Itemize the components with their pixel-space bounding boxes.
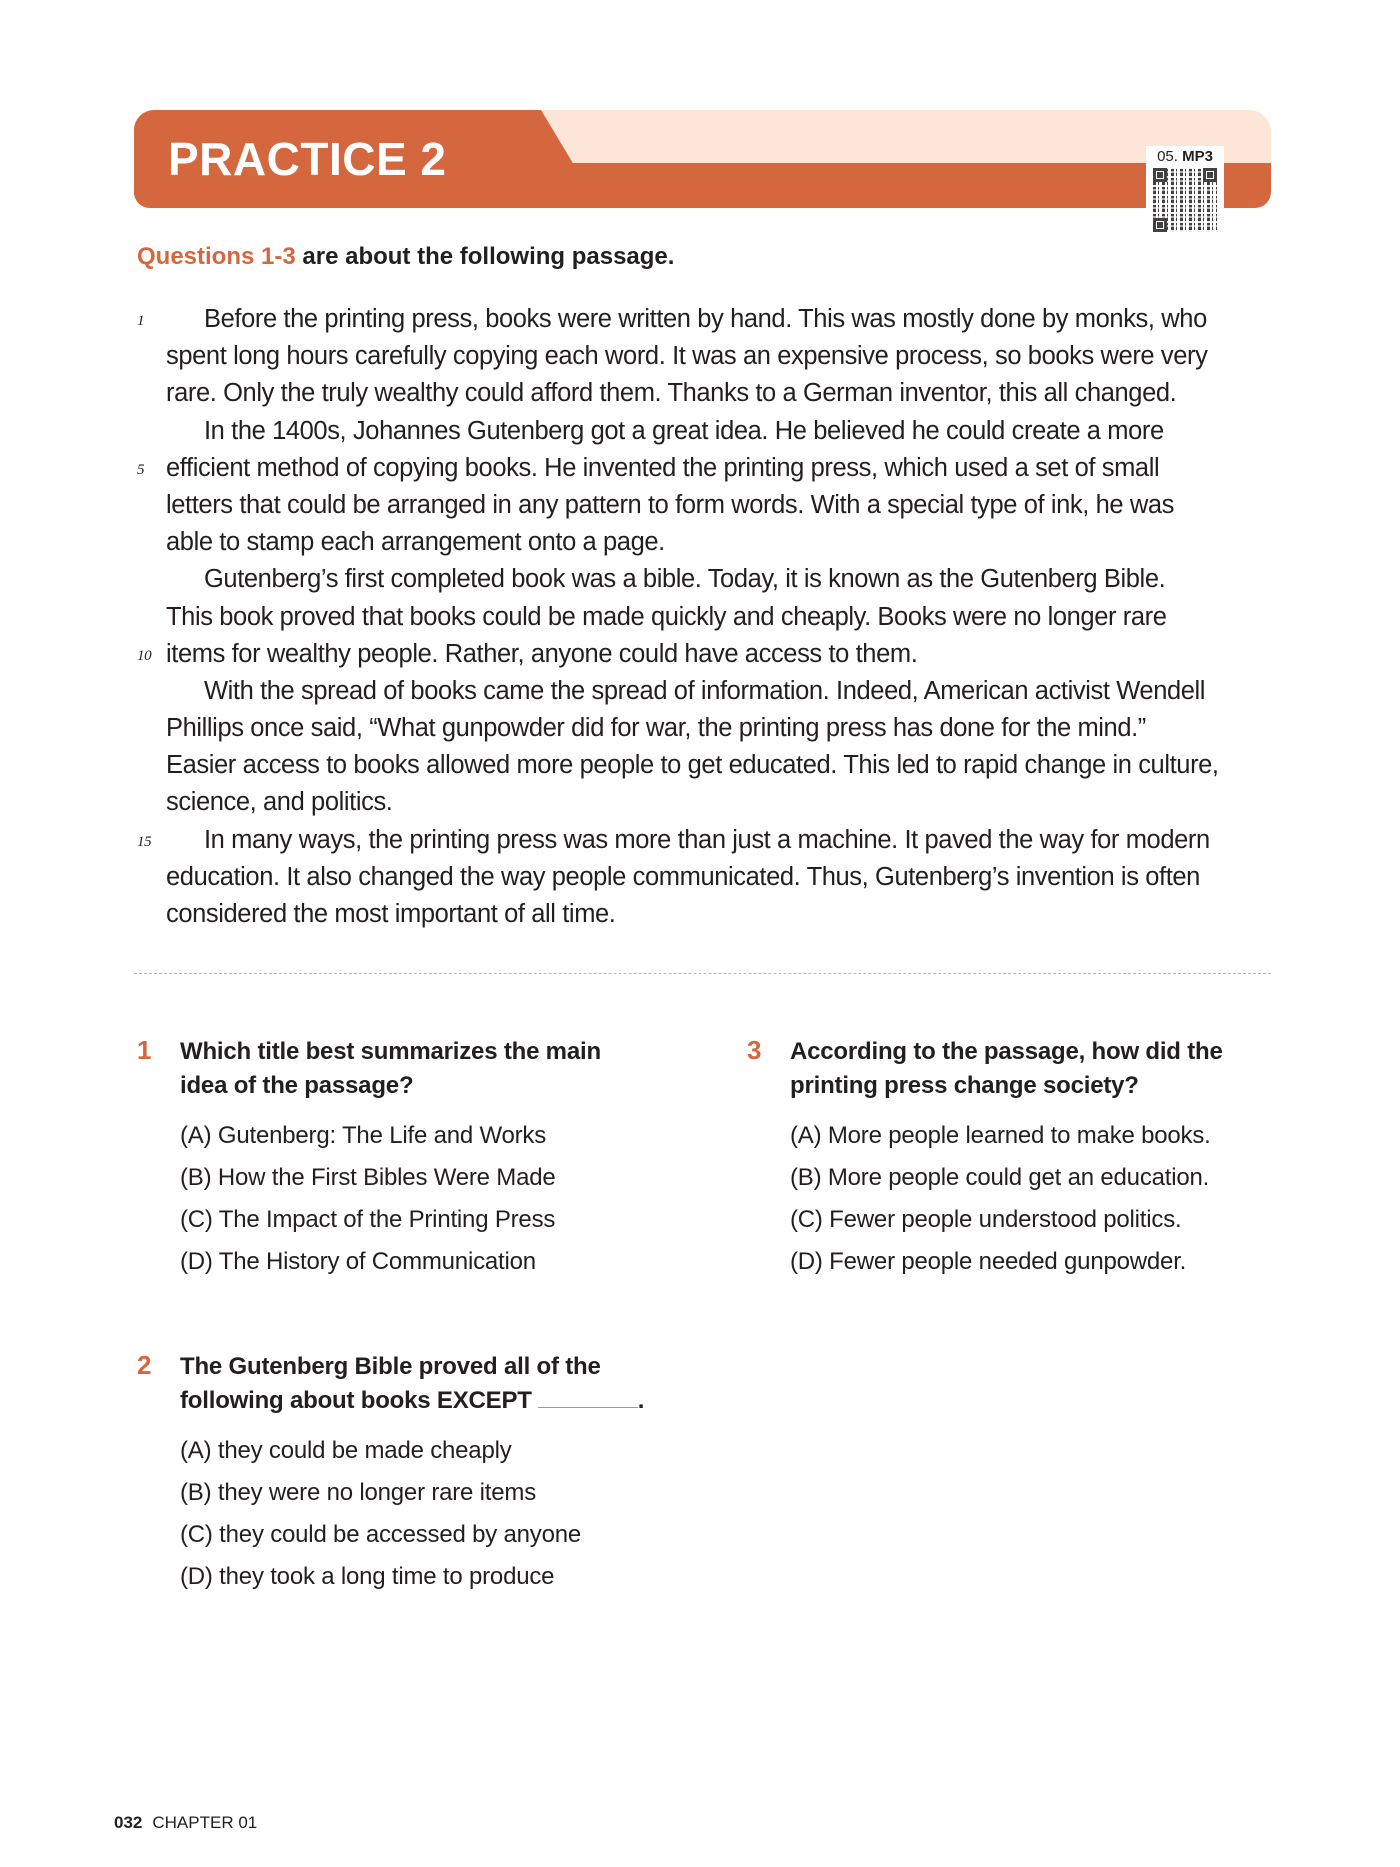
passage-text: With the spread of books came the spread of information. Indeed, American activist Wendell xyxy=(204,676,1206,705)
answer-option-c[interactable]: (C) they could be accessed by anyone xyxy=(180,1521,582,1548)
passage-text: able to stamp each arrangement onto a page. xyxy=(166,528,665,557)
passage-text: Gutenberg’s first completed book was a bible. Today, it is known as the Gutenberg Bible. xyxy=(204,565,1166,594)
passage-text: Phillips once said, “What gunpowder did for war, the printing press has done for the mind.” xyxy=(166,714,1146,743)
prompt-line: According to the passage, how did the xyxy=(790,1038,1223,1065)
question-prompt xyxy=(790,1035,1267,1103)
question-range: Questions 1-3 xyxy=(137,243,296,270)
answer-option-b[interactable]: (B) they were no longer rare items xyxy=(180,1479,537,1506)
question-1 xyxy=(137,1035,657,1283)
answer-option-c[interactable]: (C) Fewer people understood politics. xyxy=(790,1206,1182,1233)
passage-text: items for wealthy people. Rather, anyone could have access to them. xyxy=(166,639,918,668)
page-title: PRACTICE 2 xyxy=(168,133,447,185)
line-number: 1 xyxy=(137,313,145,329)
audio-label xyxy=(1146,148,1224,165)
line-number: 10 xyxy=(137,647,152,664)
passage-text: efficient method of copying books. He invented the printing press, which used a set of small xyxy=(166,453,1160,482)
answer-option-a[interactable]: (A) they could be made cheaply xyxy=(180,1437,512,1464)
prompt-line: printing press change society? xyxy=(790,1072,1139,1099)
audio-file-type: MP3 xyxy=(1182,148,1213,165)
passage-text: science, and politics. xyxy=(166,788,393,817)
qr-finder-pattern xyxy=(1203,168,1217,182)
passage-text: Before the printing press, books were written by hand. This was mostly done by monks, who xyxy=(204,305,1207,333)
answer-option-d[interactable]: (D) The History of Communication xyxy=(180,1248,536,1275)
intro-text: are about the following passage. xyxy=(295,243,675,270)
answer-option-c[interactable]: (C) The Impact of the Printing Press xyxy=(180,1206,556,1233)
passage-line xyxy=(166,487,1276,524)
audio-track-number: 05. xyxy=(1157,148,1178,165)
reading-passage xyxy=(137,301,1276,933)
question-number: 2 xyxy=(137,1350,152,1380)
passage-text: rare. Only the truly wealthy could afford them. Thanks to a German inventor, this all changed. xyxy=(166,379,1177,408)
passage-text: In the 1400s, Johannes Gutenberg got a great idea. He believed he could create a more xyxy=(204,416,1164,445)
question-3 xyxy=(747,1035,1267,1283)
passage-text: Easier access to books allowed more people to get educated. This led to rapid change in culture, xyxy=(166,751,1219,780)
passage-text: letters that could be arranged in any pattern to form words. With a special type of ink, he was xyxy=(166,490,1175,519)
question-number: 1 xyxy=(137,1035,152,1065)
prompt-line xyxy=(180,1384,657,1418)
passage-line xyxy=(166,710,1276,747)
answer-option-a[interactable]: (A) More people learned to make books. xyxy=(790,1122,1211,1149)
passage-line xyxy=(137,301,1276,338)
qr-finder-pattern xyxy=(1153,168,1167,182)
answer-options xyxy=(790,1115,1267,1283)
section-divider xyxy=(134,973,1271,974)
audio-qr-block[interactable] xyxy=(1146,146,1224,238)
passage-line xyxy=(137,822,1276,859)
passage-line xyxy=(166,673,1276,710)
chapter-label: CHAPTER 01 xyxy=(152,1813,258,1832)
passage-line xyxy=(166,524,1276,561)
answer-option-b[interactable]: (B) More people could get an education. xyxy=(790,1164,1210,1191)
passage-line xyxy=(137,450,1276,487)
passage-text: education. It also changed the way people communicated. Thus, Gutenberg’s invention is often xyxy=(166,862,1200,891)
passage-line xyxy=(166,561,1276,598)
qr-finder-pattern xyxy=(1153,218,1167,232)
passage-line xyxy=(166,338,1276,375)
question-prompt xyxy=(180,1350,657,1418)
passage-line xyxy=(166,784,1276,821)
prompt-line: idea of the passage? xyxy=(180,1072,414,1099)
passage-line xyxy=(166,413,1276,450)
answer-options xyxy=(180,1430,657,1598)
practice-banner xyxy=(134,110,1271,208)
passage-text: spent long hours carefully copying each word. It was an expensive process, so books were very xyxy=(166,342,1208,371)
passage-intro xyxy=(137,243,674,271)
answer-option-a[interactable]: (A) Gutenberg: The Life and Works xyxy=(180,1122,547,1149)
passage-line xyxy=(166,599,1276,636)
passage-text: considered the most important of all time. xyxy=(166,900,616,928)
prompt-line: Which title best summarizes the main xyxy=(180,1038,601,1065)
question-2 xyxy=(137,1350,657,1598)
passage-line xyxy=(166,747,1276,784)
passage-line xyxy=(166,375,1276,412)
answer-option-b[interactable]: (B) How the First Bibles Were Made xyxy=(180,1164,556,1191)
passage-text: This book proved that books could be made quickly and cheaply. Books were no longer rare xyxy=(166,602,1167,631)
question-prompt xyxy=(180,1035,657,1103)
page-footer xyxy=(114,1813,257,1833)
passage-text: In many ways, the printing press was more than just a machine. It paved the way for modern xyxy=(204,825,1210,854)
answer-options xyxy=(180,1115,657,1283)
answer-blank xyxy=(538,1385,638,1408)
passage-line xyxy=(166,859,1276,896)
passage-line xyxy=(166,896,1276,933)
answer-option-d[interactable]: (D) Fewer people needed gunpowder. xyxy=(790,1248,1187,1275)
line-number: 5 xyxy=(137,461,145,478)
prompt-text: following about books EXCEPT xyxy=(180,1387,532,1414)
qr-code-icon[interactable] xyxy=(1153,168,1217,232)
line-number: 15 xyxy=(137,833,152,850)
answer-option-d[interactable]: (D) they took a long time to produce xyxy=(180,1563,555,1590)
prompt-line: The Gutenberg Bible proved all of the xyxy=(180,1353,601,1380)
passage-line xyxy=(137,636,1276,673)
question-number: 3 xyxy=(747,1035,762,1065)
prompt-period: . xyxy=(637,1387,645,1414)
page-number: 032 xyxy=(114,1813,143,1832)
